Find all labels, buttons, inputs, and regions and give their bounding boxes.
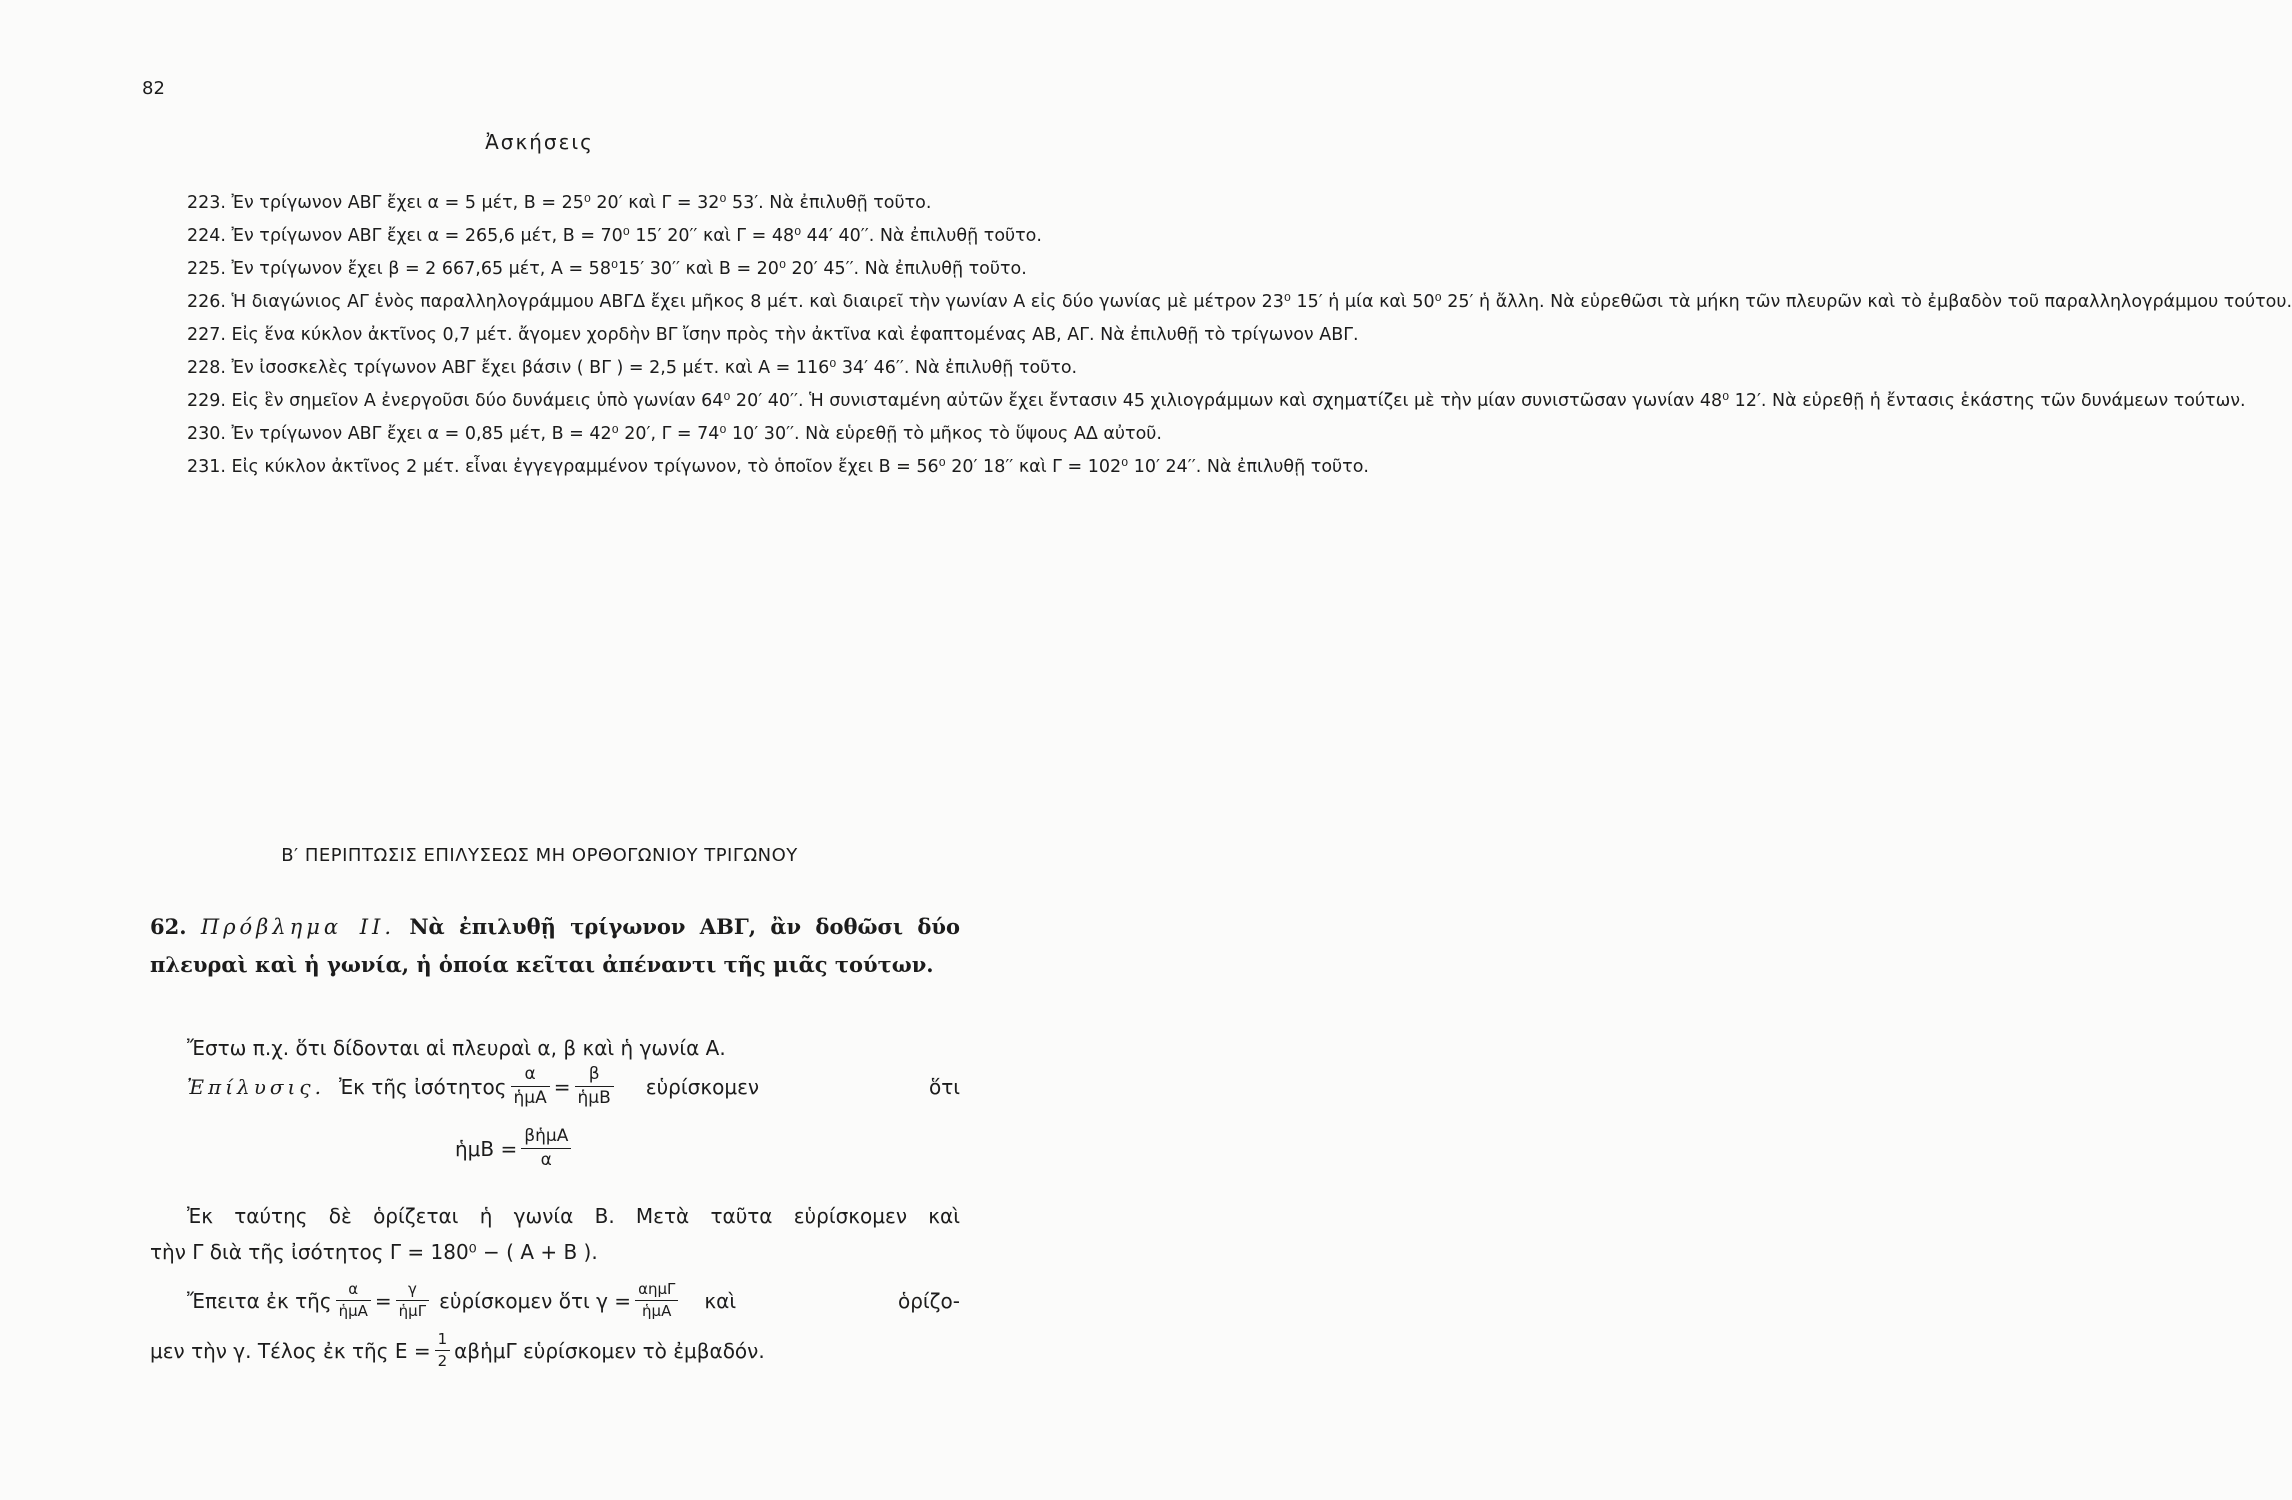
- exercise-227: 227. Εἰς ἕνα κύκλον ἀκτῖνος 0,7 μέτ. ἄγομεν χορδὴν ΒΓ ἴσην πρὸς τὴν ἀκτῖνα καὶ ἐφαπτομένας ΑΒ, ΑΓ. Νὰ ἐπιλυθῇ τὸ τρίγωνον ΑΒΓ.: [187, 325, 1359, 345]
- fraction-numerator: β: [575, 1066, 614, 1087]
- fraction-numerator: βἡμΑ: [521, 1128, 571, 1149]
- solution-given: Ἔστω π.χ. ὅτι δίδονται αἱ πλευραὶ α, β καὶ ἡ γωνία Α.: [187, 1036, 726, 1060]
- line1-text-a: Ἐκ τῆς ἰσότητος: [338, 1074, 507, 1099]
- sinB-lhs: ἡμΒ =: [455, 1136, 518, 1161]
- page-number: 82: [142, 78, 165, 99]
- fraction-a-over-sinA: [511, 1066, 550, 1107]
- fraction-denominator: ἡμΓ: [398, 1302, 427, 1320]
- solution-line-3: Ἐκ ταύτης δὲ ὁρίζεται ἡ γωνία Β. Μετὰ ταῦτα εὑρίσκομεν καὶ: [187, 1204, 960, 1228]
- solution-line-6: [150, 1332, 765, 1369]
- exercise-224: 224. Ἐν τρίγωνον ΑΒΓ ἔχει α = 265,6 μέτ, Β = 70⁰ 15′ 20′′ καὶ Γ = 48⁰ 44′ 40′′. Νὰ ἐπιλυθῇ τοῦτο.: [187, 226, 1042, 246]
- exercise-231: 231. Εἰς κύκλον ἀκτῖνος 2 μέτ. εἶναι ἐγγεγραμμένον τρίγωνον, τὸ ὁποῖον ἔχει Β = 56⁰ 20′ 18′′ καὶ Γ = 102⁰ 10′ 24′′. Νὰ ἐπιλυθῇ τοῦτο.: [187, 457, 1369, 477]
- exercise-225: 225. Ἐν τρίγωνον ἔχει β = 2 667,65 μέτ, Α = 58⁰15′ 30′′ καὶ Β = 20⁰ 20′ 45′′. Νὰ ἐπιλυθῇ τοῦτο.: [187, 259, 1027, 279]
- fraction-numerator: 1: [435, 1332, 451, 1351]
- fraction-denominator: ἡμΑ: [642, 1302, 672, 1320]
- exercise-228: 228. Ἐν ἰσοσκελὲς τρίγωνον ΑΒΓ ἔχει βάσιν ( ΒΓ ) = 2,5 μέτ. καὶ Α = 116⁰ 34′ 46′′. Νὰ ἐπιλυθῇ τοῦτο.: [187, 358, 1078, 378]
- fraction-asinC-over-sinA: [635, 1282, 678, 1319]
- line5-text-d: ὁρίζο-: [897, 1288, 960, 1313]
- problem-text: Νὰ ἐπιλυθῇ τρίγωνον ΑΒΓ, ἂν δοθῶσι δύο πλευραὶ καὶ ἡ γωνία, ἡ ὁποία κεῖται ἀπέναντι τῆς μιᾶς τούτων.: [150, 914, 961, 977]
- fraction-denominator: ἡμΒ: [577, 1088, 611, 1108]
- exercise-list: [150, 187, 2292, 484]
- fraction-numerator: α: [511, 1066, 550, 1087]
- exercise-230: 230. Ἐν τρίγωνον ΑΒΓ ἔχει α = 0,85 μέτ, Β = 42⁰ 20′, Γ = 74⁰ 10′ 30′′. Νὰ εὑρεθῇ τὸ μῆκος τὸ ὕψους ΑΔ αὐτοῦ.: [187, 424, 1162, 444]
- solution-formula-sinB: [455, 1128, 575, 1169]
- fraction-numerator: αημΓ: [635, 1282, 678, 1301]
- line6-text-a: μεν τὴν γ. Τέλος ἐκ τῆς Ε =: [150, 1338, 431, 1363]
- solution-label: Ἐπίλυσις.: [187, 1074, 325, 1099]
- solution-line-5: [187, 1282, 960, 1319]
- equals-sign: =: [553, 1074, 571, 1099]
- line1-text-c: ὅτι: [928, 1074, 960, 1099]
- fraction-a-over-sinA: [336, 1282, 371, 1319]
- section-title: Β′ ΠΕΡΙΠΤΩΣΙΣ ΕΠΙΛΥΣΕΩΣ ΜΗ ΟΡΘΟΓΩΝΙΟΥ ΤΡΙΓΩΝΟΥ: [281, 845, 798, 866]
- problem-number: 62.: [150, 914, 187, 939]
- fraction-numerator: α: [336, 1282, 371, 1301]
- problem-label: Πρόβλημα ΙΙ.: [200, 915, 395, 939]
- line1-text-b: εὑρίσκομεν: [645, 1074, 760, 1099]
- line5-text-c: καὶ: [704, 1288, 737, 1313]
- fraction-denominator: α: [540, 1150, 552, 1170]
- line5-text-b: εὑρίσκομεν ὅτι γ =: [439, 1288, 632, 1313]
- problem-statement: [150, 908, 960, 984]
- exercises-heading: Ἀσκήσεις: [485, 130, 594, 154]
- solution-line-4: τὴν Γ διὰ τῆς ἰσότητος Γ = 180⁰ − ( Α + Β ).: [150, 1240, 598, 1264]
- fraction-denominator: ἡμΑ: [513, 1088, 547, 1108]
- fraction-numerator: γ: [396, 1282, 429, 1301]
- equals-sign: =: [374, 1288, 392, 1313]
- fraction-denominator: ἡμΑ: [338, 1302, 368, 1320]
- line5-text-a: Ἔπειτα ἐκ τῆς: [187, 1288, 332, 1313]
- solution-line-1: [187, 1066, 960, 1107]
- line6-text-b: αβἡμΓ εὑρίσκομεν τὸ ἐμβαδόν.: [454, 1338, 765, 1363]
- exercise-226: 226. Ἡ διαγώνιος ΑΓ ἑνὸς παραλληλογράμμου ΑΒΓΔ ἔχει μῆκος 8 μέτ. καὶ διαιρεῖ τὴν γωνίαν Α εἰς δύο γωνίας μὲ μέτρον 23⁰ 15′ ἡ μία καὶ 50⁰ 25′ ἡ ἄλλη. Νὰ εὑρεθῶσι τὰ μήκη τῶν πλευρῶν καὶ τὸ ἐμβαδὸν τοῦ παραλληλογράμμου τούτου.: [187, 292, 2292, 312]
- exercise-223: 223. Ἐν τρίγωνον ΑΒΓ ἔχει α = 5 μέτ, Β = 25⁰ 20′ καὶ Γ = 32⁰ 53′. Νὰ ἐπιλυθῇ τοῦτο.: [187, 193, 932, 213]
- exercise-229: 229. Εἰς ἓν σημεῖον Α ἐνεργοῦσι δύο δυνάμεις ὑπὸ γωνίαν 64⁰ 20′ 40′′. Ἡ συνισταμένη αὐτῶν ἔχει ἔντασιν 45 χιλιογράμμων καὶ σχηματίζει μὲ τὴν μίαν συνιστῶσαν γωνίαν 48⁰ 12′. Νὰ εὑρεθῇ ἡ ἔντασις ἑκάστης τῶν δυνάμεων τούτων.: [187, 391, 2246, 411]
- fraction-one-half: [435, 1332, 451, 1369]
- fraction-denominator: 2: [437, 1352, 448, 1370]
- fraction-b-over-sinB: [575, 1066, 614, 1107]
- fraction-bsinA-over-a: [521, 1128, 571, 1169]
- fraction-c-over-sinC: [396, 1282, 429, 1319]
